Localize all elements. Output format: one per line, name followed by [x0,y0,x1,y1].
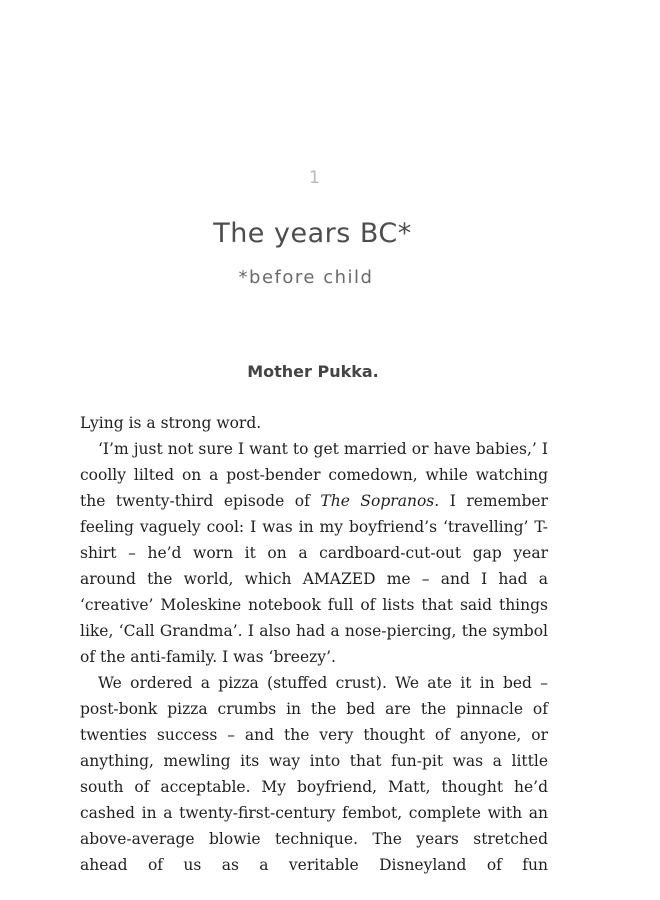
paragraph-1: Lying is a strong word. [80,414,262,432]
body-text [80,410,548,878]
chapter-subtitle: *before child [238,267,374,288]
paragraph-2-part-b: . I remember feeling vaguely cool: I was in my boyfriend’s ‘travelling’ T-shirt – he’d worn it on a cardboard-cut-out gap year around the world, which AMAZED me – and I had a ‘creative’ Moleskine notebook full of lists that said things like, ‘Call Grandma’. I also had a nose-piercing, the symbol of the anti-family. I was ‘breezy’. [80,492,549,666]
show-title: The Sopranos [320,492,435,510]
paragraph-2-part-a: ‘I’m just not sure I want to get married or have babies,’ I coolly lilted on a post-bender comedown, while watching the twenty-third episode of [80,440,548,510]
chapter-number: 1 [309,168,320,188]
paragraph-2 [80,436,548,670]
chapter-title: The years BC* [213,218,412,249]
section-heading: Mother Pukka. [247,362,379,381]
paragraph-3: We ordered a pizza (stuffed crust). We ate it in bed – post-bonk pizza crumbs in the bed are the pinnacle of twenties success – and the very thought of anyone, or anything, mewling its way into that fun-pit was a little south of acceptable. My boyfriend, Matt, thought he’d cashed in a twenty-first-century fembot, complete with an above-average blowie technique. The years stretched ahead of us as a veritable Disneyland of fun [80,674,548,874]
